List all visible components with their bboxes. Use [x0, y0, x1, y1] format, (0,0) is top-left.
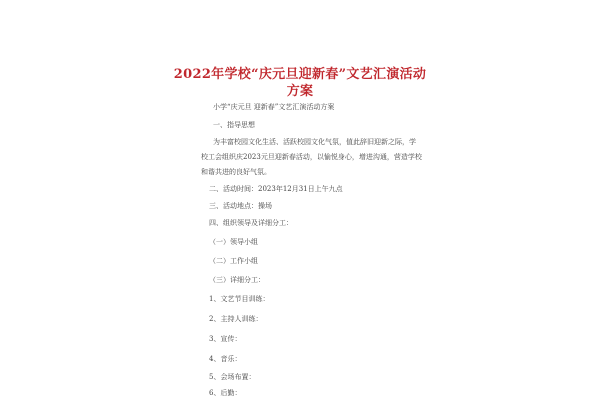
section-activity-location: 三、活动地点：操场 — [209, 202, 272, 210]
section-organization-heading: 四、组织领导及详细分工： — [209, 219, 293, 227]
document-title-line-2: 方案 — [286, 84, 314, 99]
guiding-paragraph-line-2: 校工会组织庆2023元旦迎新春活动，以愉悦身心，增进沟通，营造学校 — [201, 153, 422, 161]
task-item-1: 1、文艺节目训练： — [209, 295, 270, 303]
org-item-leadership: （一）领导小组 — [209, 238, 258, 246]
document-subtitle: 小学“庆元旦 迎新春”文艺汇演活动方案 — [213, 103, 335, 111]
org-item-working-group: （二）工作小组 — [209, 257, 258, 265]
section-guiding-heading: 一、指导思想 — [213, 121, 255, 129]
task-item-4: 4、音乐： — [209, 355, 242, 363]
document-title-line-1: 2022年学校“庆元旦迎新春”文艺汇演活动 — [173, 67, 427, 82]
guiding-paragraph-line-3: 和谐共进的良好气氛。 — [201, 168, 271, 176]
section-activity-time: 二、活动时间：2023年12月31日上午九点 — [209, 185, 343, 193]
task-item-2: 2、主持人训练： — [209, 315, 263, 323]
guiding-paragraph-line-1: 为丰富校园文化生活、活跃校园文化气氛，值此辞旧迎新之际，学 — [213, 138, 416, 146]
task-item-6: 6、后勤： — [209, 389, 242, 397]
task-item-5: 5、会场布置： — [209, 373, 256, 381]
task-item-3: 3、宣传： — [209, 335, 242, 343]
org-item-detailed-tasks: （三）详细分工： — [209, 276, 265, 284]
